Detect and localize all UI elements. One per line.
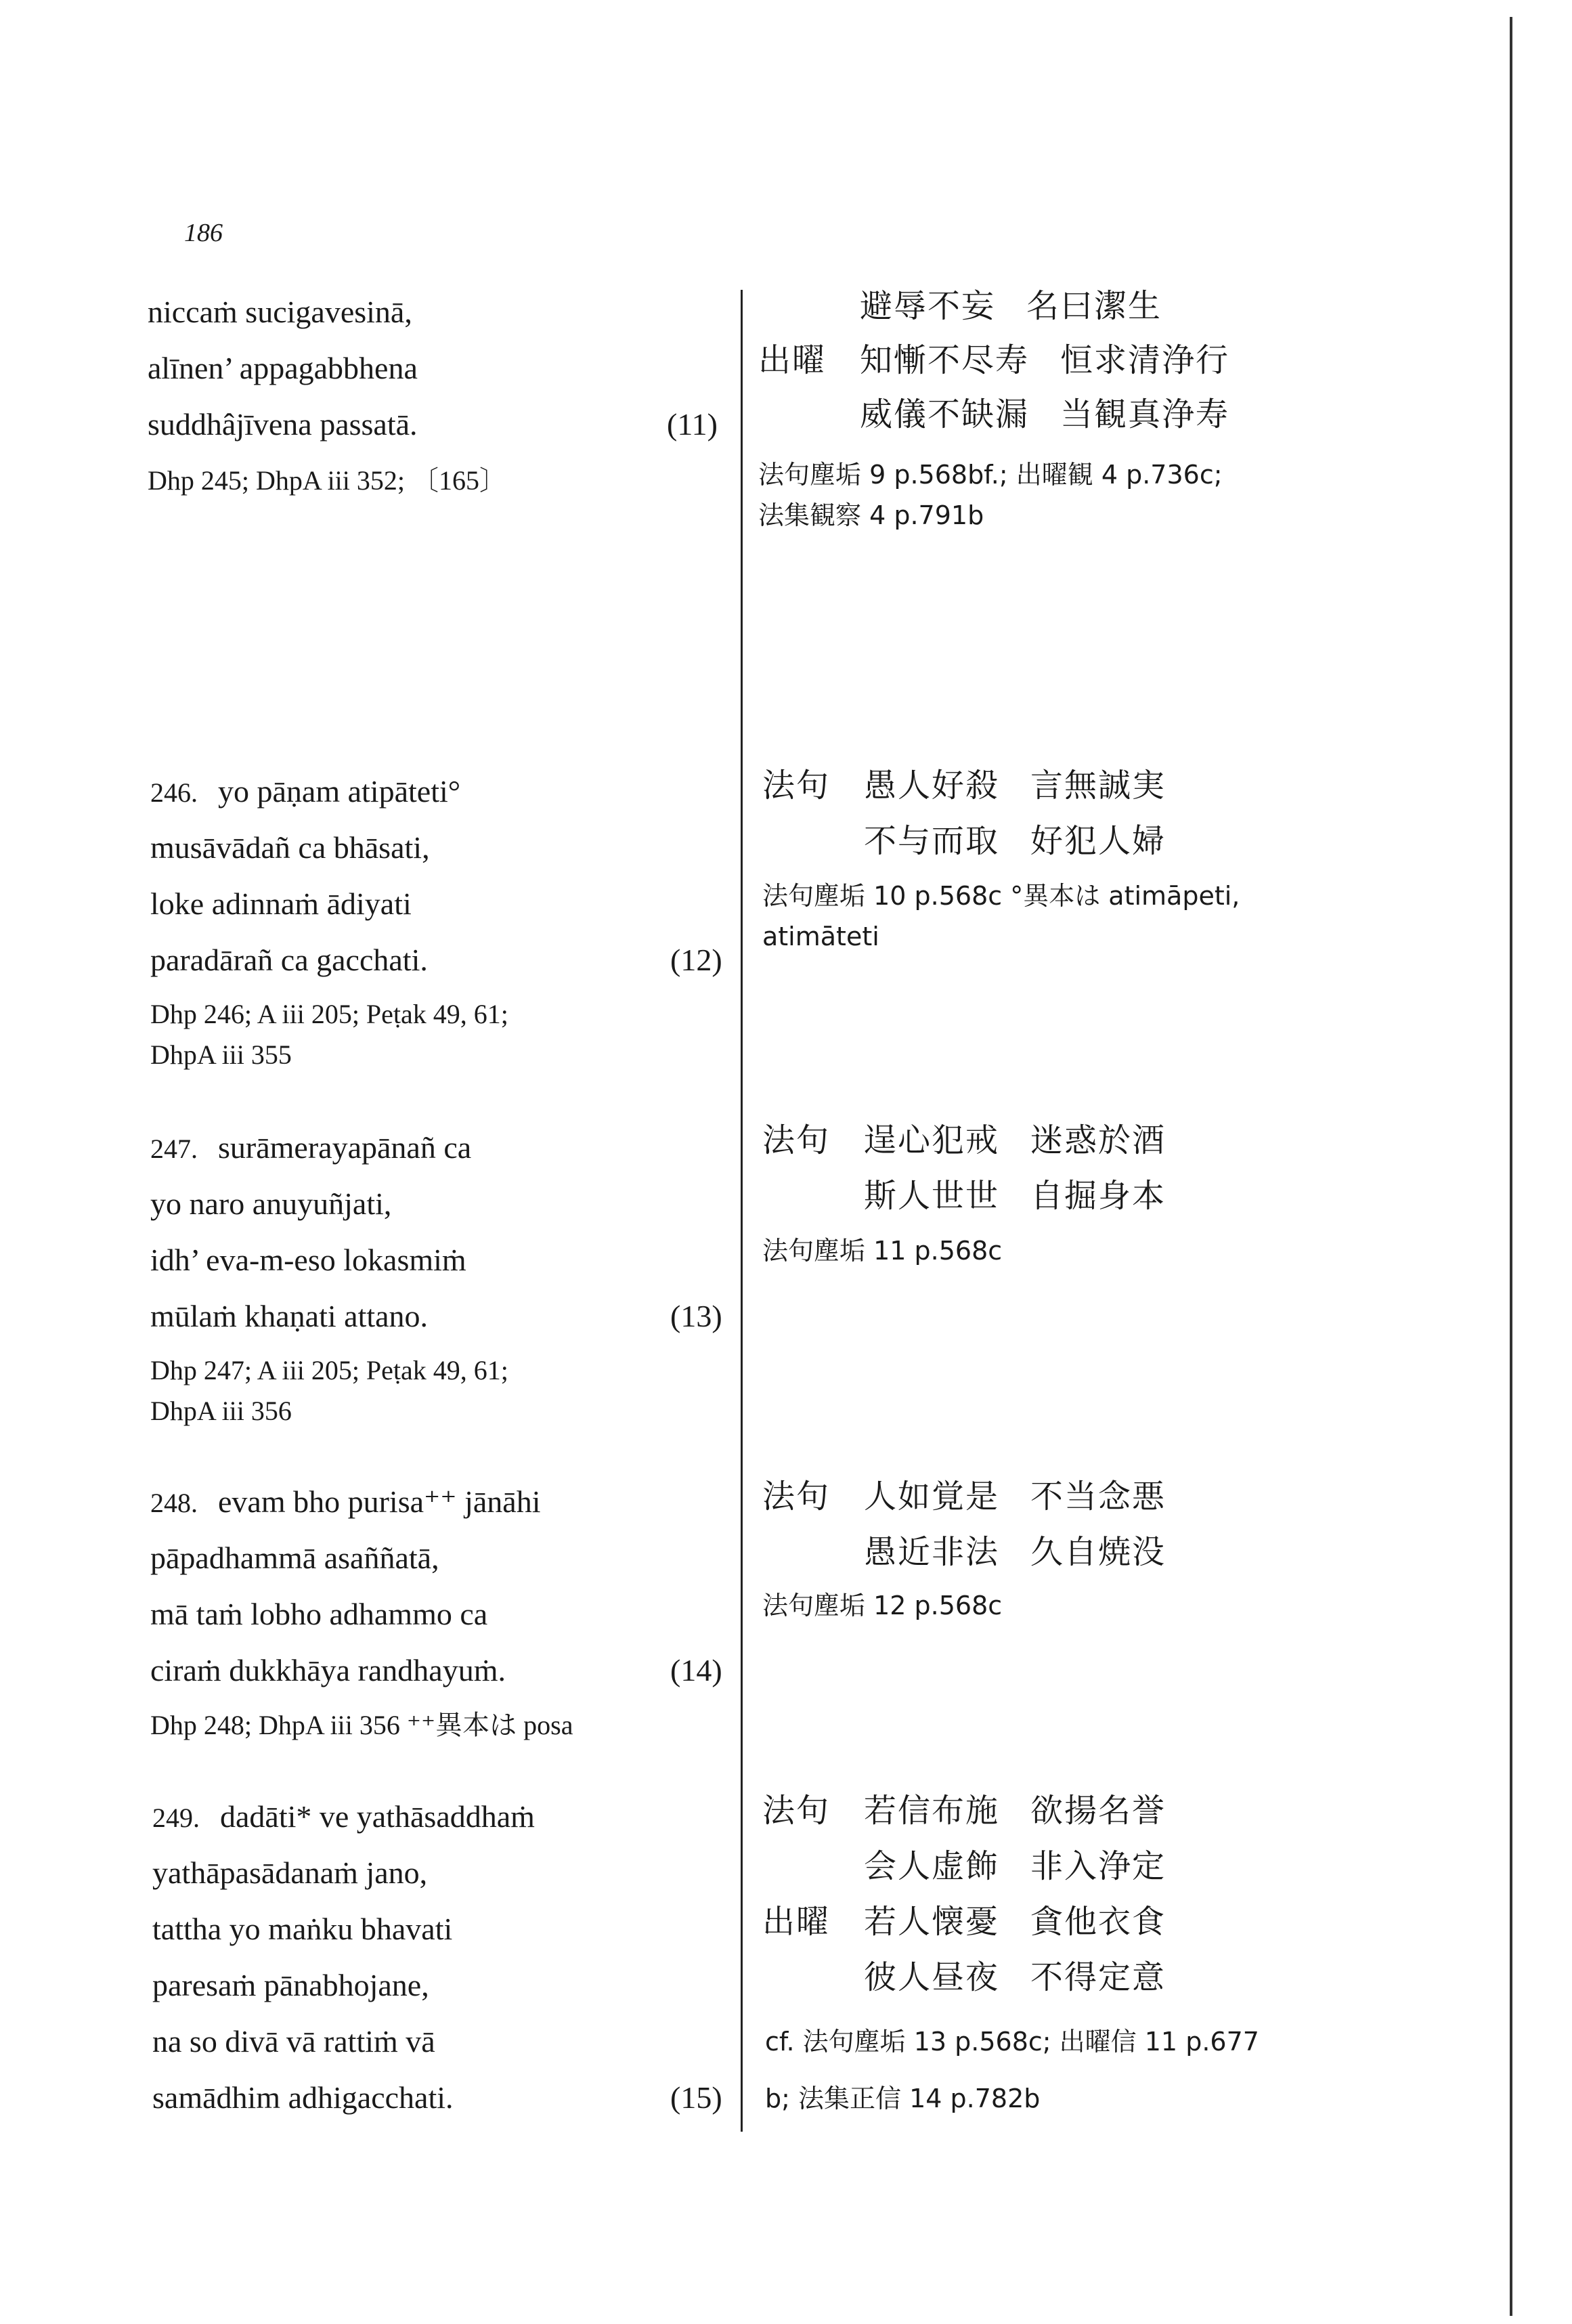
verse-line: paradārañ ca gacchati.: [150, 943, 428, 977]
verse-line: niccaṁ sucigavesinā,: [148, 295, 412, 329]
verse-line: loke adinnaṁ ādiyati: [150, 886, 412, 921]
reference-line: DhpA iii 356: [150, 1396, 292, 1426]
parallel-line: 出曜 若人懐憂 貪他衣食: [762, 1903, 1166, 1941]
verse-counter: (11): [667, 407, 718, 442]
verse-number: 248.: [150, 1488, 198, 1518]
parallel-line: 彼人昼夜 不得定意: [864, 1958, 1166, 1996]
column-divider: [741, 290, 743, 2132]
verse-line: mā taṁ lobho adhammo ca: [150, 1597, 488, 1631]
verse-line: 249. dadāti* ve yathāsaddhaṁ: [152, 1799, 535, 1834]
parallel-line: 出曜 知慚不尽寿 恒求清浄行: [758, 341, 1230, 379]
reference-line: 法句塵垢 11 p.568c: [762, 1236, 1003, 1266]
parallel-line: 避辱不妄 名曰潔生: [860, 287, 1162, 325]
verse-number: 249.: [152, 1803, 200, 1833]
parallel-line: 法句 若信布施 欲揚名誉: [762, 1792, 1166, 1830]
verse-counter: (13): [670, 1299, 722, 1333]
verse-line: paresaṁ pānabhojane,: [152, 1968, 429, 2002]
verse-line: mūlaṁ khaṇati attano.: [150, 1299, 429, 1333]
verse-counter: (12): [670, 943, 722, 977]
verse-line: ciraṁ dukkhāya randhayuṁ.: [150, 1653, 506, 1687]
parallel-line: 法句 愚人好殺 言無誠実: [762, 767, 1166, 804]
verse-counter: (15): [670, 2080, 722, 2115]
parallel-line: 斯人世世 自掘身本: [864, 1177, 1166, 1215]
verse-line: tattha yo maṅku bhavati: [152, 1912, 453, 1946]
page-number: 186: [184, 219, 223, 247]
page-edge-line: [1510, 17, 1512, 2316]
parallel-line: 法句 人如覚是 不当念悪: [762, 1478, 1166, 1515]
parallel-line: 不与而取 好犯人婦: [864, 822, 1166, 860]
reference-line: 法集観察 4 p.791b: [758, 500, 984, 530]
reference-line: DhpA iii 355: [150, 1039, 292, 1070]
reference-line: 法句塵垢 12 p.568c: [762, 1591, 1003, 1620]
verse-line: alīnen’ appagabbhena: [148, 351, 418, 385]
reference-line: b; 法集正信 14 p.782b: [765, 2084, 1041, 2113]
verse-line: 246. yo pāṇam atipāteti°: [150, 774, 461, 809]
reference-line: atimāteti: [762, 922, 879, 951]
verse-number: 247.: [150, 1134, 198, 1164]
verse-line: suddhâjīvena passatā.: [148, 407, 418, 442]
verse-line: yathāpasādanaṁ jano,: [152, 1855, 428, 1890]
verse-line: 248. evam bho purisa⁺⁺ jānāhi: [150, 1484, 541, 1519]
reference-line: Dhp 245; DhpA iii 352; 〔165〕: [148, 465, 507, 496]
parallel-line: 威儀不缺漏 当観真浄寿: [860, 395, 1230, 433]
verse-line: idh’ eva-m-eso lokasmiṁ: [150, 1243, 466, 1277]
reference-line: 法句塵垢 10 p.568c °異本は atimāpeti,: [762, 881, 1240, 911]
verse-line: na so divā vā rattiṁ vā: [152, 2024, 435, 2059]
verse-line: yo naro anuyuñjati,: [150, 1186, 392, 1221]
verse-line: samādhim adhigacchati.: [152, 2080, 454, 2115]
reference-line: Dhp 246; A iii 205; Peṭak 49, 61;: [150, 999, 508, 1029]
verse-counter: (14): [670, 1653, 722, 1687]
verse-line: pāpadhammā asaññatā,: [150, 1541, 439, 1575]
verse-line: 247. surāmerayapānañ ca: [150, 1130, 472, 1165]
verse-line: musāvādañ ca bhāsati,: [150, 830, 430, 865]
reference-line: 法句塵垢 9 p.568bf.; 出曜観 4 p.736c;: [758, 460, 1223, 490]
reference-line: cf. 法句塵垢 13 p.568c; 出曜信 11 p.677: [765, 2027, 1259, 2057]
reference-line: Dhp 247; A iii 205; Peṭak 49, 61;: [150, 1355, 508, 1385]
verse-number: 246.: [150, 777, 198, 808]
reference-line: Dhp 248; DhpA iii 356 ⁺⁺異本は posa: [150, 1710, 573, 1740]
parallel-line: 愚近非法 久自焼没: [864, 1533, 1166, 1571]
parallel-line: 会人虚飾 非入浄定: [864, 1847, 1166, 1885]
parallel-line: 法句 逞心犯戒 迷惑於酒: [762, 1121, 1166, 1159]
